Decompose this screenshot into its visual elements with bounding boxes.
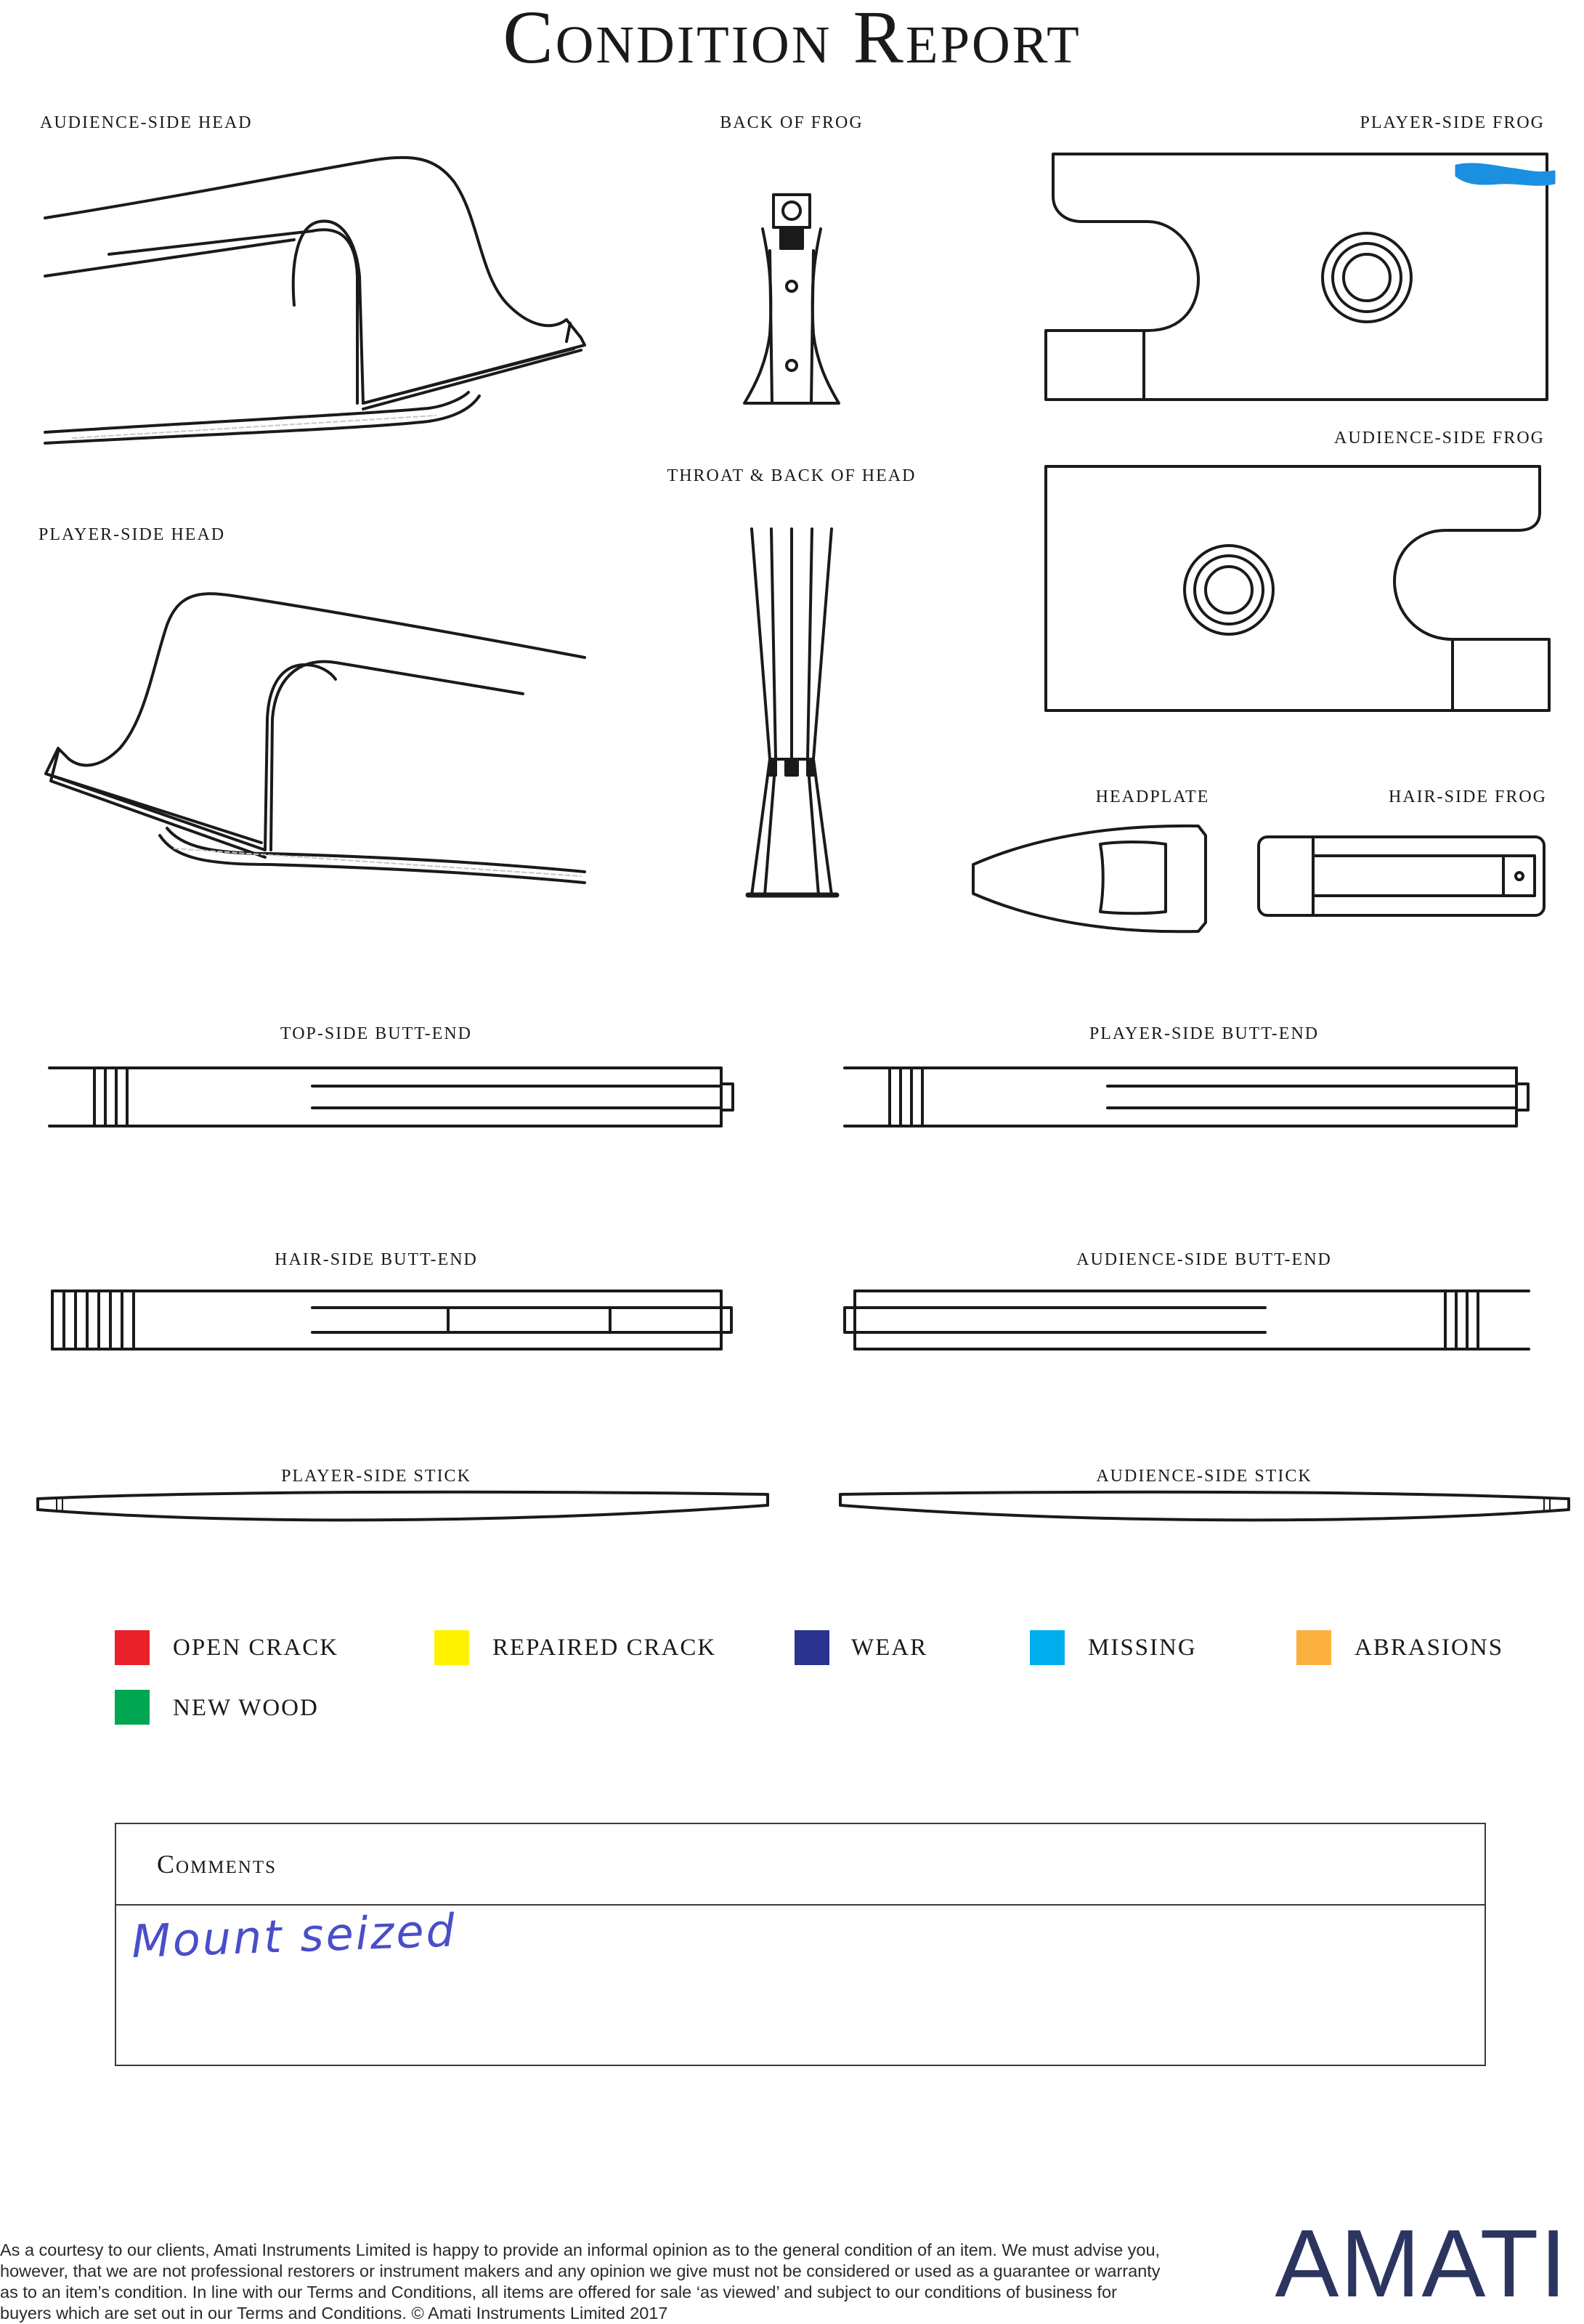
amati-logo: AMATI (1275, 2210, 1568, 2317)
label-back-of-frog: BACK OF FROG (720, 113, 864, 132)
label-throat-back-of-head: THROAT & BACK OF HEAD (667, 466, 917, 485)
legend-label-abrasions: ABRASIONS (1354, 1635, 1504, 1661)
label-player-side-frog: PLAYER-SIDE FROG (1360, 113, 1545, 132)
label-hair-side-frog: HAIR-SIDE FROG (1388, 788, 1547, 806)
legend-label-new-wood: NEW WOOD (173, 1695, 319, 1721)
legend-label-wear: WEAR (851, 1635, 928, 1661)
label-headplate: HEADPLATE (1095, 788, 1210, 806)
legend-swatch-repaired-crack (434, 1630, 469, 1665)
label-player-side-head: PLAYER-SIDE HEAD (38, 525, 226, 544)
legend-swatch-new-wood (115, 1690, 150, 1725)
label-audience-side-frog: AUDIENCE-SIDE FROG (1334, 429, 1545, 448)
label-top-side-butt-end: TOP-SIDE BUTT-END (280, 1024, 473, 1043)
legend-swatch-missing (1030, 1630, 1065, 1665)
label-player-side-stick: PLAYER-SIDE STICK (281, 1467, 471, 1486)
label-player-side-butt-end: PLAYER-SIDE BUTT-END (1089, 1024, 1320, 1043)
legend-swatch-open-crack (115, 1630, 150, 1665)
legend-swatch-abrasions (1296, 1630, 1331, 1665)
label-audience-side-stick: AUDIENCE-SIDE STICK (1096, 1467, 1312, 1486)
comments-header (116, 1824, 1485, 1906)
page-title: Condition Report (503, 0, 1081, 79)
legend-label-open-crack: OPEN CRACK (173, 1635, 339, 1661)
disclaimer-text: As a courtesy to our clients, Amati Instruments Limited is happy to provide an informal opinion as to the general condition of an item. We must advise you, however, that we are not professional restorers or instrument makers and any opinion we give must not be considered or used as a guarantee or warranty as to an item’s condition. In line with our Terms and Conditions, all items are offered for sale ‘as viewed’ and subject to our conditions of business for buyers which are set out in our Terms and Conditions. © Amati Instruments Limited 2017 (0, 2240, 1161, 2323)
label-audience-side-head: AUDIENCE-SIDE HEAD (40, 113, 253, 132)
handwritten-comment: Mount seized (131, 1903, 458, 1968)
comments-box[interactable] (115, 1823, 1486, 2066)
legend-swatch-wear (795, 1630, 829, 1665)
legend-label-missing: MISSING (1088, 1635, 1197, 1661)
comments-title: Comments (157, 1850, 277, 1879)
label-hair-side-butt-end: HAIR-SIDE BUTT-END (275, 1250, 478, 1269)
label-audience-side-butt-end: AUDIENCE-SIDE BUTT-END (1076, 1250, 1332, 1269)
legend-label-repaired-crack: REPAIRED CRACK (492, 1635, 717, 1661)
